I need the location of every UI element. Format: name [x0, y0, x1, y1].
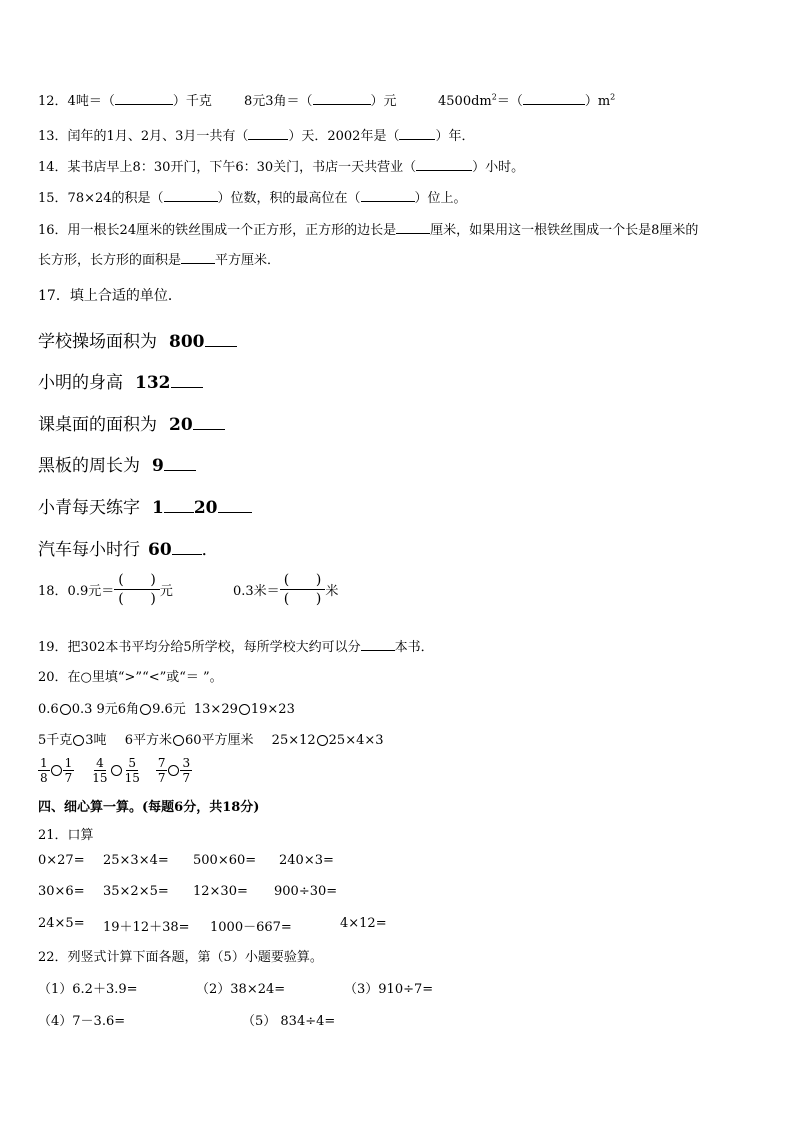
fraction — [38, 757, 50, 784]
answer-blank[interactable] — [399, 125, 435, 140]
question-text: 平方厘米． — [215, 253, 281, 268]
unit-item-2 — [38, 368, 203, 393]
answer-blank[interactable] — [164, 498, 194, 513]
question-text: 16．用一根长24厘米的铁丝围成一个正方形，正方形的边长是 — [38, 223, 397, 238]
unit-item-6 — [38, 535, 219, 560]
question-text: 14．某书店早上8：30开门，下午6：30关门，书店一天共营业（ — [38, 160, 417, 175]
answer-blank[interactable] — [205, 332, 237, 347]
calc-item: 25×3×4= — [103, 853, 169, 868]
answer-blank[interactable] — [181, 249, 215, 264]
item-text: 黑板的周长为 — [38, 456, 140, 476]
question-19 — [38, 636, 434, 655]
compare-circle[interactable] — [111, 765, 122, 776]
calc-item: 900÷30= — [274, 884, 338, 899]
question-text: ）天．2002年是（ — [288, 129, 400, 144]
numerator: 4 — [96, 756, 104, 770]
answer-blank[interactable] — [361, 636, 395, 651]
compare-circle[interactable] — [168, 765, 179, 776]
question-text: 米 — [325, 584, 339, 599]
question-14 — [38, 156, 524, 175]
question-text: 8元3角＝（ — [244, 94, 313, 109]
numerator: 1 — [64, 756, 73, 770]
calc-item: 0×27= — [38, 853, 85, 868]
numerator: ( ) — [280, 573, 326, 590]
compare-row-2 — [38, 729, 384, 748]
calc-item: （2）38×24= — [196, 982, 286, 997]
question-text: ）年． — [435, 129, 475, 144]
item-value: 132 — [135, 373, 171, 393]
answer-blank[interactable] — [396, 219, 430, 234]
fraction — [180, 757, 192, 784]
item-value: 800 — [169, 332, 205, 352]
answer-blank[interactable] — [523, 90, 585, 105]
calc-item: 4×12= — [340, 916, 387, 931]
calc-item: 240×3= — [279, 853, 334, 868]
question-20-title: 20．在○里填“>”“<”或“＝ ”。 — [38, 670, 223, 685]
question-21-title: 21．口算 — [38, 828, 94, 843]
compare-right: 0.3 — [71, 702, 93, 717]
answer-blank[interactable] — [248, 125, 288, 140]
denominator: 7 — [157, 771, 166, 785]
compare-right: 9.6元 — [152, 702, 186, 717]
item-value: 1 — [152, 498, 164, 518]
question-text: 19．把302本书平均分给5所学校，每所学校大约可以分 — [38, 640, 361, 655]
compare-circle[interactable] — [73, 735, 84, 746]
question-16-line1 — [38, 219, 698, 238]
question-18-a — [38, 573, 173, 606]
question-text: 本书． — [394, 640, 434, 655]
unit-item-4 — [38, 451, 196, 476]
fraction-blank[interactable] — [280, 573, 326, 606]
answer-blank[interactable] — [361, 187, 415, 202]
compare-row-1 — [38, 698, 295, 717]
compare-circle[interactable] — [60, 704, 71, 715]
compare-row-fractions — [38, 757, 192, 784]
question-text: ）位上。 — [414, 191, 467, 206]
calc-item: （1）6.2＋3.9= — [38, 982, 138, 997]
calc-item: 30×6= — [38, 884, 85, 899]
question-text: 厘米，如果用这一根铁丝围成一个长是8厘米的 — [430, 223, 699, 238]
answer-blank[interactable] — [115, 90, 173, 105]
compare-circle[interactable] — [140, 704, 151, 715]
denominator: 15 — [92, 771, 108, 785]
unit-item-1 — [38, 327, 237, 352]
answer-blank[interactable] — [218, 498, 252, 513]
fraction-blank[interactable] — [114, 573, 160, 606]
item-text: 小青每天练字 — [38, 498, 140, 518]
answer-blank[interactable] — [164, 187, 218, 202]
answer-blank[interactable] — [313, 90, 371, 105]
numerator: 7 — [157, 756, 166, 770]
calc-item: （3）910÷7= — [344, 982, 434, 997]
item-value: 9 — [152, 456, 164, 476]
question-13 — [38, 125, 474, 144]
calc-item: 500×60= — [193, 853, 257, 868]
fraction — [90, 757, 109, 784]
numerator: 1 — [40, 756, 48, 770]
question-text: 0.3米＝ — [233, 584, 280, 599]
answer-blank[interactable] — [193, 415, 225, 430]
denominator: ( ) — [283, 591, 322, 607]
question-text: ）元 — [370, 94, 397, 109]
question-number: 12． — [38, 94, 68, 109]
denominator: 15 — [124, 771, 140, 785]
item-value: 60 — [148, 540, 172, 560]
superscript: 2 — [610, 92, 616, 102]
calc-item: 12×30= — [193, 884, 248, 899]
calc-item: （5） 834÷4= — [242, 1014, 336, 1029]
fraction — [156, 757, 168, 784]
compare-left: 5千克 — [38, 733, 73, 748]
answer-blank[interactable] — [416, 156, 472, 171]
compare-circle[interactable] — [317, 735, 328, 746]
unit-item-3 — [38, 410, 225, 435]
compare-left: 0.6 — [38, 702, 59, 717]
question-16-line2 — [38, 249, 280, 268]
question-18-b — [233, 573, 338, 606]
item-value: 20 — [193, 498, 218, 518]
fraction — [63, 757, 75, 784]
question-12-b — [244, 90, 397, 109]
item-text: ． — [201, 540, 219, 560]
compare-right: 3吨 — [85, 733, 107, 748]
question-text: ）m — [584, 94, 611, 109]
numerator: 5 — [128, 756, 137, 770]
question-12-c — [438, 90, 615, 109]
question-text: 长方形，长方形的面积是 — [38, 253, 182, 268]
question-text: 4吨＝（ — [67, 94, 115, 109]
question-15 — [38, 187, 467, 206]
question-text: ）千克 — [172, 94, 212, 109]
unit-item-5 — [38, 493, 252, 518]
answer-blank[interactable] — [172, 540, 202, 555]
question-22-title: 22．列竖式计算下面各题，第（5）小题要验算。 — [38, 950, 323, 965]
question-text: ）位数，积的最高位在（ — [217, 191, 361, 206]
compare-left: 9元6角 — [96, 702, 140, 717]
compare-circle[interactable] — [239, 704, 250, 715]
question-text: 18．0.9元＝ — [38, 584, 115, 599]
question-text: 15．78×24的积是（ — [38, 191, 164, 206]
compare-right: 19×23 — [250, 702, 295, 717]
compare-left: 13×29 — [193, 702, 238, 717]
compare-circle[interactable] — [173, 735, 184, 746]
fraction — [123, 757, 142, 784]
question-17-title: 17．填上合适的单位． — [38, 288, 182, 304]
denominator: 7 — [64, 771, 73, 785]
item-text: 课桌面的面积为 — [38, 415, 157, 435]
item-text: 学校操场面积为 — [38, 332, 157, 352]
question-text: 4500dm — [438, 94, 492, 109]
section-heading: 四、细心算一算。(每题6分，共18分) — [38, 800, 260, 815]
compare-right: 60平方厘米 — [184, 733, 254, 748]
question-text: ＝（ — [496, 94, 523, 109]
item-text: 小明的身高 — [38, 373, 123, 393]
question-text: 元 — [159, 584, 173, 599]
numerator: 3 — [182, 756, 191, 770]
question-12 — [38, 90, 212, 109]
compare-left: 6平方米 — [124, 733, 172, 748]
item-text: 汽车每小时行 — [38, 540, 140, 560]
denominator: 7 — [182, 771, 191, 785]
calc-item: 19＋12＋38= — [103, 920, 190, 935]
numerator: ( ) — [114, 573, 160, 590]
superscript: 2 — [491, 92, 497, 102]
denominator: ( ) — [118, 591, 156, 607]
compare-circle[interactable] — [51, 765, 62, 776]
compare-left: 25×12 — [271, 733, 316, 748]
answer-blank[interactable] — [164, 456, 196, 471]
calc-item: 1000－667= — [210, 920, 292, 935]
answer-blank[interactable] — [171, 373, 203, 388]
calc-item: （4）7－3.6= — [38, 1014, 126, 1029]
calc-item: 35×2×5= — [103, 884, 169, 899]
denominator: 8 — [40, 771, 48, 785]
question-text: ）小时。 — [472, 160, 525, 175]
calc-item: 24×5= — [38, 916, 85, 931]
item-value: 20 — [169, 415, 193, 435]
compare-right: 25×4×3 — [328, 733, 384, 748]
question-text: 13．闰年的1月、2月、3月一共有（ — [38, 129, 249, 144]
